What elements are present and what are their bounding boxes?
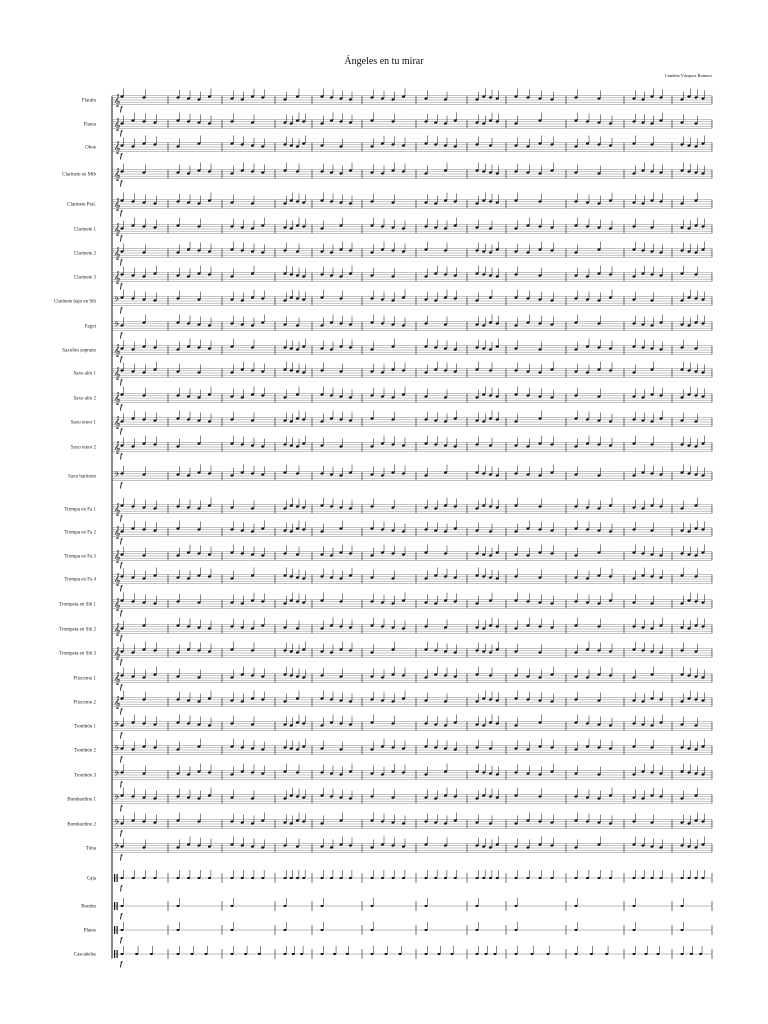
dynamic-mark: f (120, 282, 123, 290)
dynamic-mark: f (120, 634, 123, 642)
note-head (231, 877, 234, 879)
note-head (425, 877, 428, 879)
treble-clef-icon: 𝄞 (114, 647, 121, 660)
note-head (321, 929, 324, 931)
dynamic-mark: f (120, 804, 123, 812)
note-head (476, 905, 479, 907)
percussion-clef-icon (114, 950, 115, 958)
instrument-label: Fagot (84, 324, 96, 330)
dynamic-mark: f (120, 179, 123, 187)
treble-clef-icon: 𝄞 (114, 367, 121, 380)
percussion-clef-icon (117, 902, 118, 910)
dynamic-mark: f (120, 561, 123, 569)
bass-clef-icon: 𝄢 (114, 770, 120, 779)
note-head (451, 953, 454, 955)
note-head (392, 877, 395, 879)
note-head (251, 877, 254, 879)
note-head (333, 953, 336, 955)
note-head (425, 953, 428, 955)
note-head (515, 929, 518, 931)
dynamic-mark: f (120, 780, 123, 788)
note-head (633, 953, 636, 955)
treble-clef-icon: 𝄞 (114, 392, 121, 405)
instrument-label: Flautín (81, 98, 96, 104)
percussion-clef-icon (117, 874, 118, 882)
dynamic-mark: f (120, 537, 123, 545)
instrument-label: Flauta (83, 122, 96, 128)
instrument-label: Tuba (85, 846, 96, 852)
note-head (321, 877, 324, 879)
note-head (575, 905, 578, 907)
treble-clef-icon: 𝄞 (114, 598, 121, 611)
note-head (402, 877, 405, 879)
dynamic-mark: f (120, 514, 123, 522)
note-head (191, 953, 194, 955)
dynamic-mark: f (120, 731, 123, 739)
instrument-label: Trompa en Fa 1 (64, 507, 96, 513)
note-head (121, 877, 124, 879)
dynamic-mark: f (120, 829, 123, 837)
dynamic-mark: f (120, 331, 123, 339)
note-head (476, 929, 479, 931)
note-head (187, 877, 190, 879)
note-head (434, 877, 437, 879)
note-head (660, 877, 663, 879)
note-head (681, 953, 684, 955)
note-head (575, 877, 578, 879)
bass-clef-icon: 𝄢 (114, 721, 120, 730)
note-head (699, 953, 702, 955)
treble-clef-icon: 𝄞 (114, 198, 121, 211)
note-head (284, 905, 287, 907)
note-head (399, 953, 402, 955)
note-head (231, 905, 234, 907)
bass-clef-icon: 𝄢 (114, 471, 120, 480)
instrument-label: Clarinete Pral. (67, 202, 96, 208)
note-head (633, 877, 636, 879)
note-head (444, 877, 447, 879)
treble-clef-icon: 𝄞 (114, 141, 121, 154)
dynamic-mark: f (120, 129, 123, 137)
note-head (485, 953, 488, 955)
note-head (321, 953, 324, 955)
bass-clef-icon: 𝄢 (114, 321, 120, 330)
note-head (208, 877, 211, 879)
dynamic-mark: f (120, 683, 123, 691)
dynamic-mark: f (120, 105, 123, 113)
treble-clef-icon: 𝄞 (114, 623, 121, 636)
instrument-label: Trompeta en Sib 2 (59, 627, 96, 633)
note-head (702, 877, 705, 879)
note-head (135, 953, 138, 955)
note-head (371, 929, 374, 931)
note-head (690, 953, 693, 955)
dynamic-mark: f (120, 258, 123, 266)
percussion-clef-icon (114, 926, 115, 934)
treble-clef-icon: 𝄞 (114, 441, 121, 454)
dynamic-mark: f (120, 306, 123, 314)
treble-clef-icon: 𝄞 (114, 344, 121, 357)
note-head (177, 905, 180, 907)
note-head (371, 905, 374, 907)
instrument-label: Saxo alto 2 (73, 396, 96, 402)
percussion-clef-icon (117, 926, 118, 934)
dynamic-mark: f (120, 936, 123, 944)
treble-clef-icon: 𝄞 (114, 223, 121, 236)
dynamic-mark: f (120, 609, 123, 617)
percussion-clef-icon (114, 874, 115, 882)
note-head (302, 877, 305, 879)
instrument-label: Trombón 2 (73, 748, 96, 754)
note-head (290, 877, 293, 879)
dynamic-mark: f (120, 755, 123, 763)
instrument-label: Fliscorno 2 (73, 700, 96, 706)
instrument-label: Trompeta en Sib 1 (59, 602, 96, 608)
note-head (489, 877, 492, 879)
note-head (605, 953, 608, 955)
note-head (482, 877, 485, 879)
bass-clef-icon: 𝄢 (114, 745, 120, 754)
treble-clef-icon: 𝄞 (114, 550, 121, 563)
note-head (657, 953, 660, 955)
instrument-label: Clarinete bajo en Sib (53, 299, 96, 305)
note-head (121, 953, 124, 955)
note-head (241, 877, 244, 879)
dynamic-mark: f (120, 960, 123, 968)
note-head (177, 877, 180, 879)
dynamic-mark: f (120, 355, 123, 363)
instrument-label: Fliscorno 1 (73, 676, 96, 682)
dynamic-mark: f (120, 658, 123, 666)
note-head (121, 905, 124, 907)
instrument-label: Trompa en Fa 2 (64, 530, 96, 536)
note-head (681, 929, 684, 931)
treble-clef-icon: 𝄞 (114, 526, 121, 539)
note-head (695, 877, 698, 879)
dynamic-mark: f (120, 427, 123, 435)
note-head (539, 877, 542, 879)
instrument-label: Clarinete 1 (73, 227, 96, 233)
dynamic-mark: f (120, 584, 123, 592)
note-head (425, 905, 428, 907)
note-head (371, 953, 374, 955)
instrument-label: Saxofón soprano (62, 348, 96, 354)
note-head (292, 953, 295, 955)
instrument-label: Clarinete 3 (73, 275, 96, 281)
note-head (609, 877, 612, 879)
note-head (531, 953, 534, 955)
bass-clef-icon: 𝄢 (114, 794, 120, 803)
instrument-label: Platos (83, 928, 96, 934)
instrument-label: Trompa en Fa 4 (64, 577, 96, 583)
note-head (143, 877, 146, 879)
note-head (454, 877, 457, 879)
instrument-label: Saxo barítono (68, 474, 96, 480)
treble-clef-icon: 𝄞 (114, 416, 121, 429)
instrument-label: Bombardino 1 (67, 797, 96, 803)
percussion-clef-icon (114, 902, 115, 910)
treble-clef-icon: 𝄞 (114, 94, 121, 107)
note-head (688, 877, 691, 879)
dynamic-mark: f (120, 209, 123, 217)
note-head (330, 877, 333, 879)
note-head (177, 929, 180, 931)
note-head (205, 953, 208, 955)
dynamic-mark: f (120, 853, 123, 861)
note-head (296, 877, 299, 879)
dynamic-mark: f (120, 234, 123, 242)
dynamic-mark: f (120, 403, 123, 411)
dynamic-mark: f (120, 481, 123, 489)
instrument-label: Bombo (81, 904, 96, 910)
treble-clef-icon: 𝄞 (114, 247, 121, 260)
note-head (575, 929, 578, 931)
note-head (425, 929, 428, 931)
note-head (244, 953, 247, 955)
note-head (385, 953, 388, 955)
note-head (645, 953, 648, 955)
note-head (590, 953, 593, 955)
note-head (177, 953, 180, 955)
note-head (547, 953, 550, 955)
instrument-label: Cascabeles (73, 952, 96, 958)
bass-clef-icon: 𝄢 (114, 843, 120, 852)
dynamic-mark: f (120, 884, 123, 892)
note-head (438, 953, 441, 955)
note-head (515, 905, 518, 907)
note-head (121, 929, 124, 931)
instrument-label: Bombardino 2 (67, 822, 96, 828)
note-head (231, 929, 234, 931)
note-head (284, 929, 287, 931)
note-head (476, 953, 479, 955)
instrument-label: Trompeta en Sib 3 (59, 651, 96, 657)
instrument-label: Trombón 3 (73, 773, 96, 779)
note-head (340, 877, 343, 879)
bass-clef-icon: 𝄢 (114, 819, 120, 828)
note-head (198, 877, 201, 879)
note-head (371, 877, 374, 879)
note-head (681, 877, 684, 879)
treble-clef-icon: 𝄞 (114, 672, 121, 685)
instrument-label: Caja (86, 876, 96, 882)
note-head (598, 877, 601, 879)
instrument-label: Trompa en Fa 3 (64, 554, 96, 560)
treble-clef-icon: 𝄞 (114, 168, 121, 181)
note-head (284, 877, 287, 879)
composer-name: Candela Vázquez Romero (664, 73, 712, 78)
treble-clef-icon: 𝄞 (114, 573, 121, 586)
note-head (150, 953, 153, 955)
dynamic-mark: f (120, 912, 123, 920)
note-head (261, 877, 264, 879)
note-head (258, 953, 261, 955)
instrument-label: Saxo tenor 1 (70, 420, 96, 426)
treble-clef-icon: 𝄞 (114, 503, 121, 516)
instrument-label: Clarinete en Mib (62, 172, 96, 178)
instrument-label: Trombón 1 (73, 724, 96, 730)
percussion-clef-icon (117, 950, 118, 958)
dynamic-mark: f (120, 152, 123, 160)
note-head (633, 905, 636, 907)
note-head (231, 953, 234, 955)
note-head (346, 953, 349, 955)
note-head (349, 877, 352, 879)
treble-clef-icon: 𝄞 (114, 118, 121, 131)
score-title: Ángeles en tu mirar (344, 56, 424, 67)
note-head (381, 877, 384, 879)
treble-clef-icon: 𝄞 (114, 271, 121, 284)
dynamic-mark: f (120, 707, 123, 715)
bass-clef-icon: 𝄢 (114, 296, 120, 305)
note-head (551, 877, 554, 879)
note-head (586, 877, 589, 879)
note-head (633, 929, 636, 931)
note-head (515, 953, 518, 955)
instrument-label: Saxo alto 1 (73, 371, 96, 377)
dynamic-mark: f (120, 452, 123, 460)
note-head (642, 877, 645, 879)
note-head (132, 877, 135, 879)
note-head (476, 877, 479, 879)
note-head (527, 877, 530, 879)
note-head (515, 877, 518, 879)
instrument-label: Saxo tenor 2 (70, 445, 96, 451)
note-head (681, 905, 684, 907)
note-head (300, 953, 303, 955)
note-head (154, 877, 157, 879)
note-head (651, 877, 654, 879)
instrument-label: Oboe (85, 145, 96, 151)
treble-clef-icon: 𝄞 (114, 696, 121, 709)
note-head (494, 953, 497, 955)
note-head (321, 905, 324, 907)
note-head (496, 877, 499, 879)
note-head (284, 953, 287, 955)
note-head (575, 953, 578, 955)
dynamic-mark: f (120, 378, 123, 386)
instrument-label: Clarinete 2 (73, 251, 96, 257)
